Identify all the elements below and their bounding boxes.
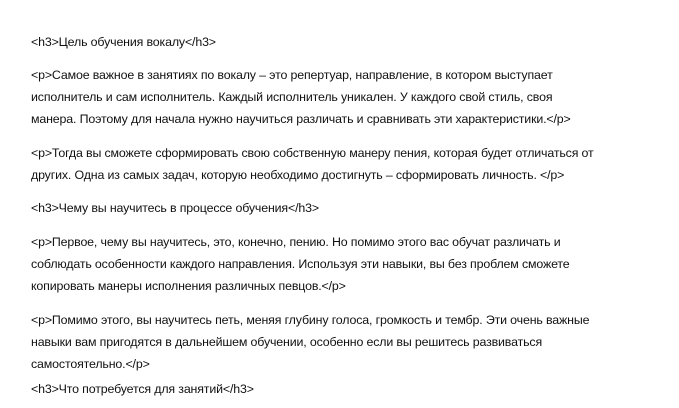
text-line: навыки вам пригодятся в дальнейшем обучении, особенно если вы решитесь развиваться xyxy=(31,335,543,349)
text-line: исполнитель и сам исполнитель. Каждый исполнитель уникален. У каждого свой стиль, своя xyxy=(31,90,553,104)
text-line: <p>Помимо этого, вы научитесь петь, меняя глубину голоса, громкость и тембр. Эти очень важные xyxy=(31,313,590,327)
text-line: манера. Поэтому для начала нужно научиться различать и сравнивать эти характеристики.</p> xyxy=(31,112,571,126)
text-line: копировать манеры исполнения различных певцов.</p> xyxy=(31,279,346,293)
text-line: <p>Первое, чему вы научитесь, это, конечно, пению. Но помимо этого вас обучат различать и xyxy=(31,235,561,249)
text-line: соблюдать особенности каждого направления. Используя эти навыки, вы без проблем сможете xyxy=(31,257,570,271)
text-line: самостоятельно.</p> xyxy=(31,357,150,371)
text-line: других. Одна из самых задач, которую необходимо достигнуть – сформировать личность. </p> xyxy=(31,168,565,182)
heading-requirements: <h3>Что потребуется для занятий</h3> xyxy=(31,382,254,396)
heading-goal: <h3>Цель обучения вокалу</h3> xyxy=(31,35,216,49)
text-line: <p>Тогда вы сможете сформировать свою собственную манеру пения, которая будет отличаться от xyxy=(31,146,594,160)
heading-learn: <h3>Чему вы научитесь в процессе обучения</h3> xyxy=(31,201,319,215)
text-line: <p>Самое важное в занятиях по вокалу – это репертуар, направление, в котором выступает xyxy=(31,68,553,82)
